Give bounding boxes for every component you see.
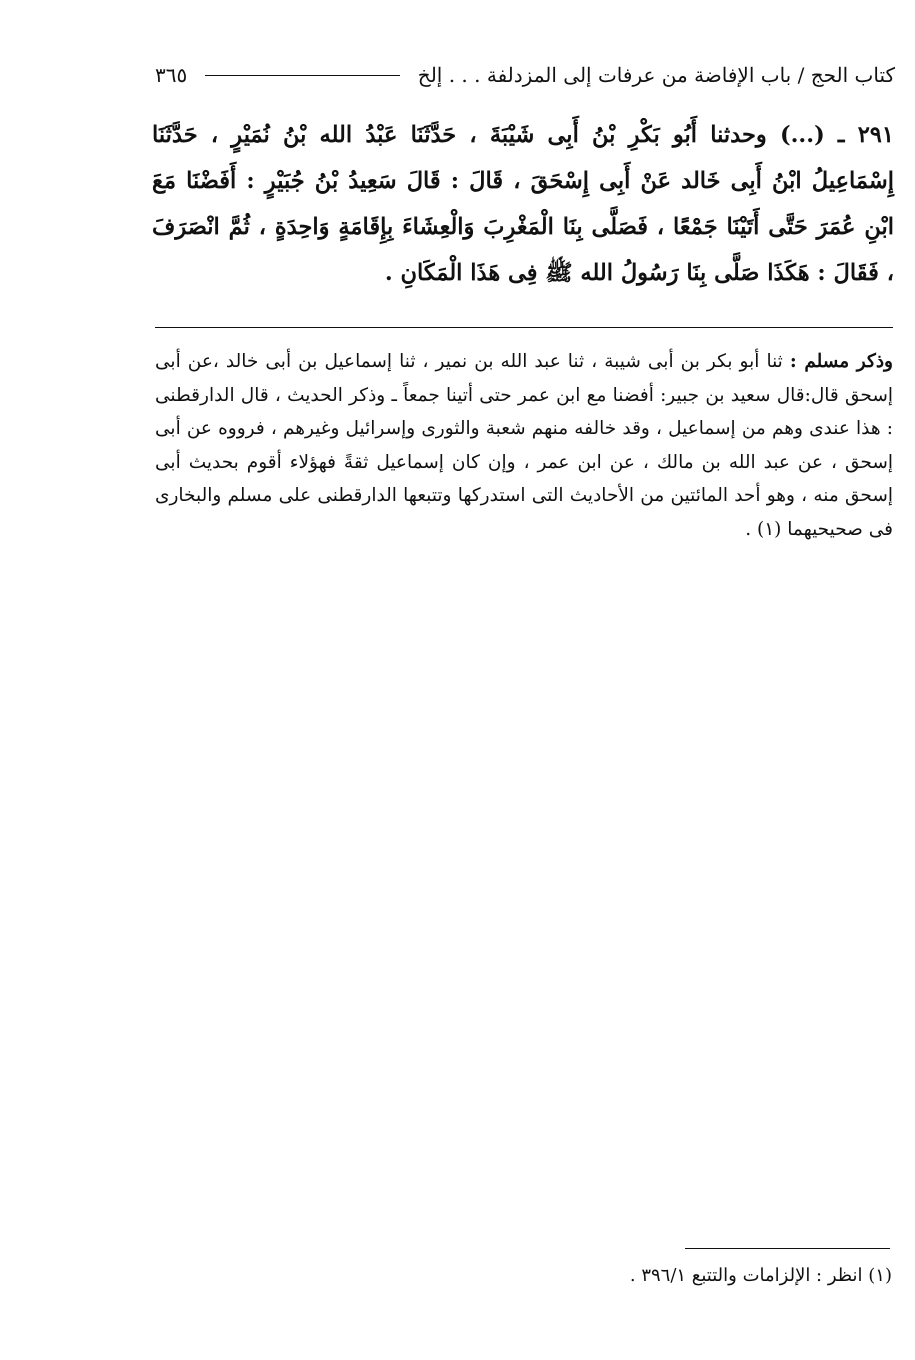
hadith-body: وحدثنا أَبُو بَكْرِ بْنُ أَبِى شَيْبَةَ ، حَدَّثَنَا عَبْدُ الله بْنُ نُمَيْرٍ ، حَدَّثَنَا إِسْمَاعِيلُ ابْنُ أَبِى خَالد عَنْ أَبِى إِسْحَقَ ، قَالَ : قَالَ سَعِيدُ بْنُ جُبَيْرٍ : أَفَضْنَا مَعَ ابْنِ عُمَرَ حَتَّى أَتَيْنَا جَمْعًا ، فَصَلَّى بِنَا الْمَغْرِبَ وَالْعِشَاءَ بِإِقَامَةٍ وَاحِدَةٍ ، ثُمَّ انْصَرَفَ ، فَقَالَ : هَكَذَا صَلَّى بِنَا رَسُولُ الله ﷺ فِى هَذَا الْمَكَانِ . xyxy=(152,122,894,286)
commentary-block xyxy=(155,345,893,546)
hadith-text-block xyxy=(152,112,894,296)
running-header xyxy=(155,58,895,92)
commentary-body: ثنا أبو بكر بن أبى شيبة ، ثنا عبد الله بن نمير ، ثنا إسماعيل بن أبى خالد ،عن أبى إسحق قال:قال سعيد بن جبير: أفضنا مع ابن عمر حتى أتينا جمعاً ـ وذكر الحديث ، قال الدارقطنى : هذا عندى وهم من إسماعيل ، وقد خالفه منهم شعبة والثورى وإسرائيل وغيرهم ، فرووه عن أبى إسحق ، عن عبد الله بن مالك ، عن ابن عمر ، وإن كان إسماعيل ثقةً فهؤلاء أقوم بحديث أبى إسحق منه ، وهو أحد المائتين من الأحاديث التى استدركها وتتبعها الدارقطنى على مسلم والبخارى فى صحيحيهما xyxy=(155,351,893,540)
section-divider xyxy=(155,327,893,328)
footnote-reference: (١) . xyxy=(745,518,782,540)
page-number: ٣٦٥ xyxy=(155,63,188,87)
commentary-lead: وذكر مسلم : xyxy=(789,351,893,372)
header-rule xyxy=(205,75,400,76)
footnote: (١) انظر : الإلزامات والتتبع ٣٩٦/١ . xyxy=(629,1265,892,1286)
hadith-number: ٢٩١ ـ (...) xyxy=(779,122,894,148)
chapter-title: كتاب الحج / باب الإفاضة من عرفات إلى المزدلفة . . . إلخ xyxy=(417,63,895,87)
footnote-rule xyxy=(685,1248,890,1249)
